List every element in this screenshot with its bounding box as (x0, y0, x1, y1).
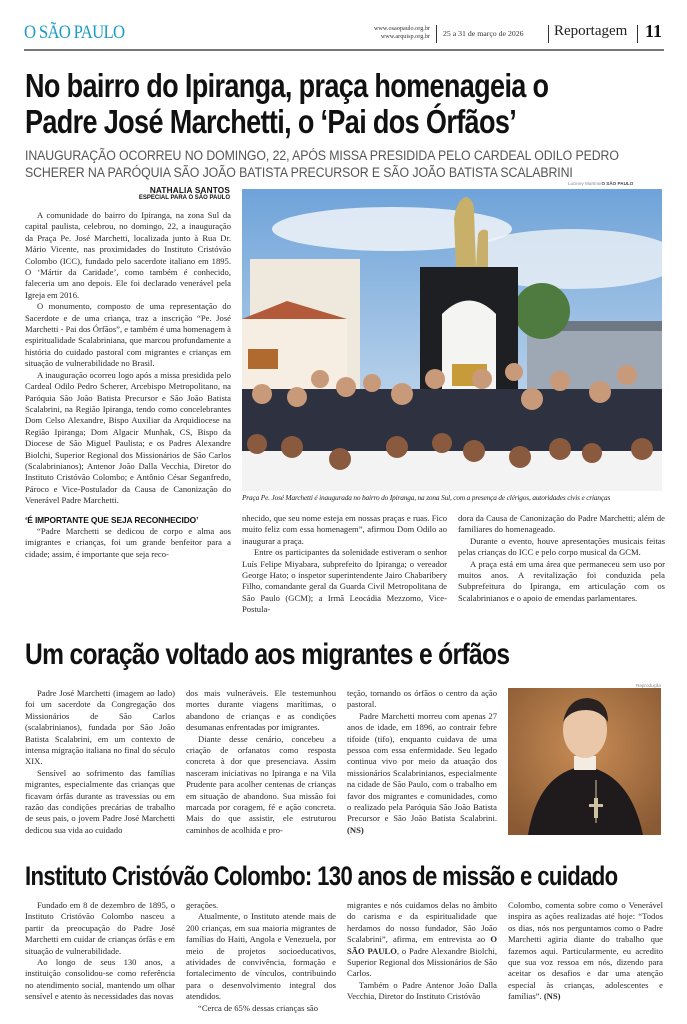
author-signature: (NS) (543, 991, 561, 1002)
headline-line: No bairro do Ipiranga, praça homenageia o (25, 67, 549, 104)
paragraph-text: , o Padre Alexandre Biolchi, Superior Regional dos Missionários de São Carlos. (347, 945, 497, 979)
article3-headline: Instituto Cristóvão Colombo: 130 anos de missão e cuidado (25, 861, 618, 891)
author-signature: (NS) (347, 824, 364, 835)
header-urls (362, 25, 430, 41)
newspaper-logo: O SÃO PAULO (24, 22, 125, 43)
header-divider (637, 25, 638, 43)
photo-credit (568, 181, 633, 186)
paragraph-text: Padre Marchetti morreu com apenas 27 anos de idade, em 1896, ao contrair febre tifoide (tifo), enquanto cuidava de uma pessoa com essa enfermidade. Seu legado continua vivo por meio da atuação dos missionários Scalabrinianos, especialmente na cidade de São Paulo, com o trabalho em favor dos migrantes e comunidades, como o realizado pela Paróquia São João Batista Precursor e São João Batista Scalabrini. (347, 710, 497, 824)
article1-column-3 (458, 513, 665, 604)
subhead-line: SCHERER NA PARÓQUIA SÃO JOÃO BATISTA PRECURSOR E SÃO JOÃO BATISTA SCALABRINI (25, 165, 573, 180)
paragraph (508, 900, 663, 1003)
byline-role: ESPECIAL PARA O SÃO PAULO (138, 195, 230, 201)
paragraph (347, 900, 497, 980)
header-divider (548, 25, 549, 43)
crosshead: ‘É IMPORTANTE QUE SEJA RECONHECIDO’ (25, 514, 199, 525)
inauguration-photo (242, 189, 662, 491)
section-name: Reportagem (554, 23, 628, 39)
portrait-illustration (508, 688, 661, 835)
article2-headline: Um coração voltado aos migrantes e órfãos (25, 638, 510, 671)
paragraph: Durante o evento, houve apresentações musicais feitas pelas crianças do ICC e pelo corpo musical da GCM. (458, 535, 665, 558)
article2-column-3 (347, 688, 497, 836)
article3-column-4 (508, 900, 663, 1003)
photo-illustration (242, 189, 662, 491)
url-osaopaulo[interactable]: www.osaopaulo.org.br (373, 25, 430, 32)
article2-column-2 (186, 688, 336, 836)
header-divider (436, 25, 437, 43)
byline-name: NATHALIA SANTOS (149, 186, 230, 195)
paragraph: gerações. (186, 900, 219, 910)
paragraph: Padre José Marchetti (imagem ao lado) foi um sacerdote da Congregação dos Missionários de São Carlos (scalabrinianos), fundada por São João Batista Scalabrini, em um contexto de intensa migração italiana no final do século XIX. (25, 688, 175, 767)
paragraph: Entre os participantes da solenidade estiveram o senhor Luís Felipe Miyabara, subprefeito do Ipiranga; o vereador George Hato; o inspetor superintendente Jairo Chabaribery Filho, comandante geral da Guarda Civil Metropolitana de São Paulo (GCM); a Irmã Leocádia Mezzomo, Vice-Postula- (242, 547, 447, 615)
header-rule (24, 49, 664, 51)
article3-column-3 (347, 900, 497, 1003)
photo-caption: Praça Pe. José Marchetti é inaugurada no bairro do Ipiranga, na zona Sul, com a presença de clérigos, autoridades civis e crianças (242, 493, 611, 502)
paragraph: Fundado em 8 de dezembro de 1895, o Instituto Cristóvão Colombo nasceu a partir da preocupação do Padre José Marchetti em cuidar de crianças órfãs e em situação de vulnerabilidade. (25, 900, 175, 956)
paragraph: O monumento, composto de uma representação do Sacerdote e de uma criança, traz a inscrição “Pe. José Marchetti - Pai dos Órfãos”, e também é uma homenagem à espiritualidade Scalabriniana, que marcou profundamente a história do cuidado pastoral com migrantes e crianças em situação de vulnerabilidade no Brasil. (25, 301, 231, 369)
newspaper-name: O SÃO PAULO (347, 934, 497, 956)
paragraph: teção, tornando os órfãos o centro da ação pastoral. (347, 688, 497, 710)
credit-outlet: O SÃO PAULO (601, 181, 634, 186)
portrait-credit: Reprodução (636, 683, 662, 688)
article1-column-2 (242, 513, 447, 616)
url-arquisp[interactable]: www.arquisp.org.br (380, 33, 430, 40)
article3-column-2 (186, 900, 336, 1014)
credit-name: Luciney Martins/ (568, 181, 602, 186)
byline (80, 186, 230, 201)
article1-column-1 (25, 210, 231, 560)
article2-column-1 (25, 688, 175, 836)
paragraph-text: Colombo, comenta sobre como o Venerável inspira as ações realizadas até hoje: “Todos os dias, nós nos perguntamos como o Padre Marchetti agiria diante do trabalho que fazemos aqui. Particularmente, eu acredito que sua voz ressoa em nós, dizendo para aceitar os desafios e dar uma atenção especial às crianças, adolescentes e famílias”. (508, 900, 663, 1002)
article1-headline (25, 68, 548, 140)
article1-subhead (25, 147, 632, 181)
page-number: 11 (645, 21, 663, 41)
paragraph (347, 711, 497, 836)
paragraph: dora da Causa de Canonização do Padre Marchetti; além de familiares do homenageado. (458, 513, 665, 535)
marchetti-portrait (508, 688, 661, 835)
article3-column-1 (25, 900, 175, 1003)
paragraph: A praça está em uma área que permaneceu sem uso por muitos anos. A revitalização foi conduzida pela Subprefeitura do Ipiranga, em articulação com os Scalabrinianos e o apoio de emendas parlamentares. (458, 558, 665, 603)
paragraph-text: migrantes e nós cuidamos delas no âmbito do carisma e da espiritualidade que herdamos do nosso fundador, São João Scalabrini”, afirma, em entrevista ao (347, 900, 497, 945)
paragraph: Diante desse cenário, concebeu a criação de orfanatos como resposta concreta à dor que presenciava. Assim nasceram iniciativas no Ipiranga e na Vila Prudente para acolher centenas de crianças em situação de abandono. Sua missão foi marcada por coragem, fé e ação concreta. Mais do que assistir, ele estruturou caminhos de acolhida e pro- (186, 733, 336, 835)
paragraph: nhecido, que seu nome esteja em nossas praças e ruas. Fico muito feliz com essa homenagem”, afirmou Dom Odilo ao inaugurar a praça. (242, 513, 447, 546)
paragraph: “Cerca de 65% dessas crianças são (198, 1002, 319, 1013)
paragraph: Atualmente, o Instituto atende mais de 200 crianças, em sua maioria migrantes de famílias do Haiti, Angola e Venezuela, por meio de projetos socioeducativos, atividades de convivência, formação e fortalecimento de vínculos, contribuindo para o desenvolvimento integral dos atendidos. (186, 911, 336, 1002)
paragraph: Sensível ao sofrimento das famílias migrantes, especialmente das crianças que ficavam órfãs durante as travessias ou em razão das condições precárias de trabalho de seus pais, o jovem Padre José Marchetti dedicou sua vida ao cuidado (25, 767, 175, 835)
paragraph: Também o Padre Antenor João Dalla Vecchia, Diretor do Instituto Cristóvão (347, 979, 497, 1002)
subhead-line: INAUGURAÇÃO OCORREU NO DOMINGO, 22, APÓS MISSA PRESIDIDA PELO CARDEAL ODILO PEDRO (25, 148, 619, 163)
paragraph: dos mais vulneráveis. Ele testemunhou mortes durante viagens marítimas, o abandono de crianças e as condições desumanas enfrentadas por imigrantes. (186, 688, 336, 733)
paragraph: “Padre Marchetti se dedicou de corpo e alma aos imigrantes e crianças, foi um grande benfeitor para a cidade; assim, é importante que seja reco- (25, 525, 231, 559)
headline-line: Padre José Marchetti, o ‘Pai dos Órfãos’ (25, 103, 517, 140)
paragraph: A comunidade do bairro do Ipiranga, na zona Sul da capital paulista, celebrou, no domingo, 22, a inauguração da Praça Pe. José Marchetti, localizada junto à Rua Dr. Mário Vicente, nas proximidades do Instituto Cristóvão Colombo (ICC), fundado pelo sacerdote italiano em 1895. O ‘Mártir da Caridade’, como também é conhecido, faleceria um ano depois. Ele foi declarado venerável pela Igreja em 2016. (25, 210, 231, 300)
paragraph: A inauguração ocorreu logo após a missa presidida pelo Cardeal Odilo Pedro Scherer, Arcebispo Metropolitano, na Paróquia São João Batista Precursor e São João Batista Scalabrini, na Região Ipiranga, tendo como concelebrantes Dom Celso Alexandre, Bispo Auxiliar da Arquidiocese na Região Ipiranga; Dom Algacir Munhak, CS, Bispo da Diocese de São Miguel Paulista; e os Padres Alexandre Biolchi, Superior Regional dos Missionários de São Carlos (Scalabrinianos); Antenor João Dalla Vecchia, Diretor do Instituto Cristóvão Colombo; e Antônio César Seganfredo, Pároco e Vice-Postulador da Causa de Canonização do Venerável Padre Marchetti. (25, 369, 231, 506)
edition-date: 25 a 31 de março de 2026 (443, 29, 524, 38)
paragraph: Ao longo de seus 130 anos, a instituição consolidou-se como referência no atendimento social, mantendo um olhar sensível e atento às necessidades das novas (25, 957, 175, 1002)
